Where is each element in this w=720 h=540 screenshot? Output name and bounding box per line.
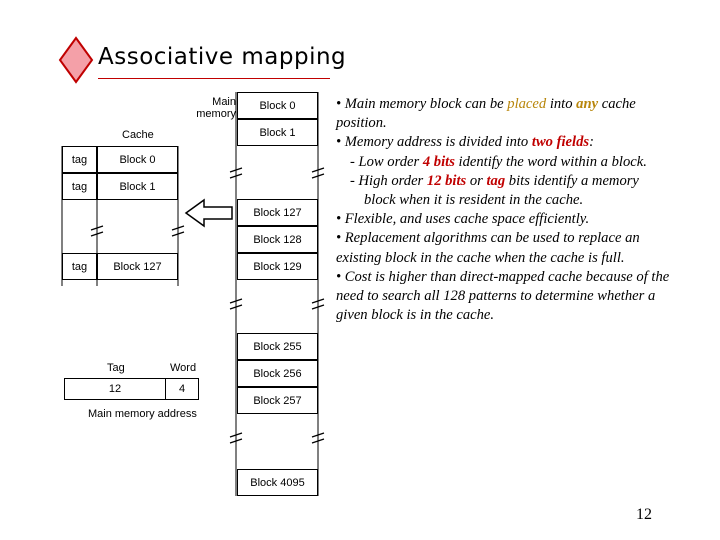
address-word-header: Word bbox=[170, 362, 197, 374]
cache-block: Block 1 bbox=[97, 173, 178, 200]
bullet-placement: • Main memory block can be placed into any cache position. bbox=[336, 96, 636, 132]
memory-block: Block 4095 bbox=[237, 469, 318, 496]
bullet-high-order-cont: block when it is resident in the cache. bbox=[364, 192, 584, 209]
bullet-cost: • Cost is higher than direct-mapped cache because of the need to search all 128 patterns to determine whether a given block is in the cache. bbox=[336, 268, 670, 324]
bullet-low-order: - Low order 4 bits identify the word within a block. bbox=[350, 153, 647, 170]
cache-label: Cache bbox=[122, 129, 154, 141]
memory-block: Block 257 bbox=[237, 387, 318, 414]
slide-title: Associative mapping bbox=[98, 44, 347, 70]
address-caption: Main memory address bbox=[88, 408, 197, 420]
bullet-high-order: - High order 12 bits or tag bits identify a memory bbox=[350, 172, 639, 189]
memory-block: Block 256 bbox=[237, 360, 318, 387]
memory-block: Block 128 bbox=[237, 226, 318, 253]
memory-block: Block 0 bbox=[237, 92, 318, 119]
memory-block: Block 129 bbox=[237, 253, 318, 280]
bullet-flexible: • Flexible, and uses cache space efficiently. bbox=[336, 211, 590, 228]
cache-tag: tag bbox=[62, 253, 97, 280]
cache-block: Block 127 bbox=[97, 253, 178, 280]
bullet-address-fields: • Memory address is divided into two fields: bbox=[336, 134, 594, 151]
memory-block: Block 1 bbox=[237, 119, 318, 146]
memory-block: Block 127 bbox=[237, 199, 318, 226]
cache-block: Block 0 bbox=[97, 146, 178, 173]
address-word-field: 4 bbox=[165, 378, 199, 400]
cache-tag: tag bbox=[62, 173, 97, 200]
memory-block: Block 255 bbox=[237, 333, 318, 360]
bullet-replacement: • Replacement algorithms can be used to replace an existing block in the cache when the cache is full. bbox=[336, 230, 640, 266]
bullet-list bbox=[336, 95, 688, 325]
arrow-icon bbox=[186, 200, 232, 226]
address-tag-field: 12 bbox=[64, 378, 166, 400]
main-memory-label: Main memory bbox=[196, 96, 236, 120]
address-tag-header: Tag bbox=[107, 362, 125, 374]
page-number: 12 bbox=[636, 506, 652, 523]
cache-tag: tag bbox=[62, 146, 97, 173]
